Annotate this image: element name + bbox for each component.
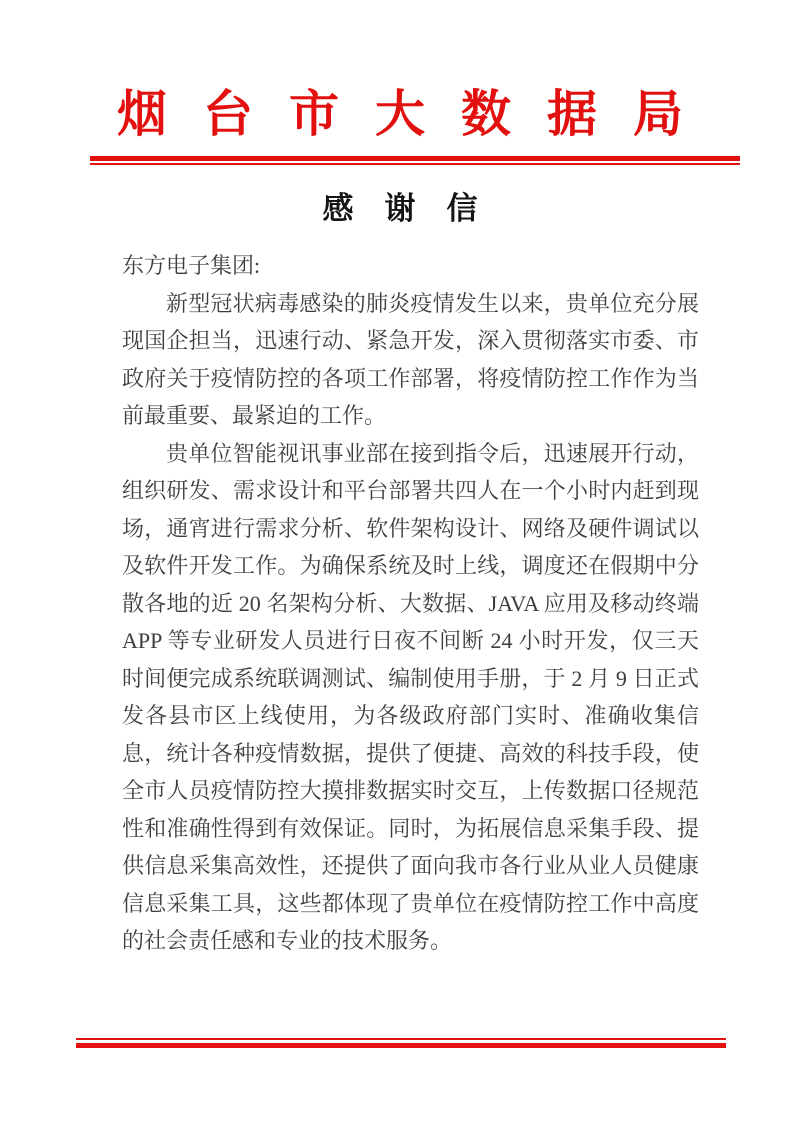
footer-double-rule bbox=[76, 1038, 726, 1048]
body-paragraph-2: 贵单位智能视讯事业部在接到指令后，迅速展开行动，组织研发、需求设计和平台部署共四人在一个小时内赶到现场，通宵进行需求分析、软件架构设计、网络及硬件调试以及软件开发工作。为确保系统及时上线，调度还在假期中分散各地的近 20 名架构分析、大数据、JAVA 应用及移动终端 APP 等专业研发人员进行日夜不间断 24 小时开发，仅三天时间便完成系统联调测试、编制使用手册，于 2 月 9 日正式发各县市区上线使用，为各级政府部门实时、准确收集信息，统计各种疫情数据，提供了便捷、高效的科技手段，使全市人员疫情防控大摸排数据实时交互，上传数据口径规范性和准确性得到有效保证。同时，为拓展信息采集手段、提供信息采集高效性，还提供了面向我市各行业从业人员健康信息采集工具，这些都体现了贵单位在疫情防控工作中高度的社会责任感和专业的技术服务。 bbox=[122, 440, 699, 953]
salutation: 东方电子集团: bbox=[122, 253, 261, 278]
letterhead-agency-name: 烟台市大数据局 bbox=[117, 86, 719, 142]
letter-body bbox=[122, 247, 699, 960]
letter-title: 感谢信 bbox=[322, 191, 509, 226]
body-paragraph-1: 新型冠状病毒感染的肺炎疫情发生以来，贵单位充分展现国企担当，迅速行动、紧急开发，深入贯彻落实市委、市政府关于疫情防控的各项工作部署，将疫情防控工作作为当前最重要、最紧迫的工作。 bbox=[122, 290, 699, 428]
letterhead-double-rule bbox=[90, 156, 740, 165]
